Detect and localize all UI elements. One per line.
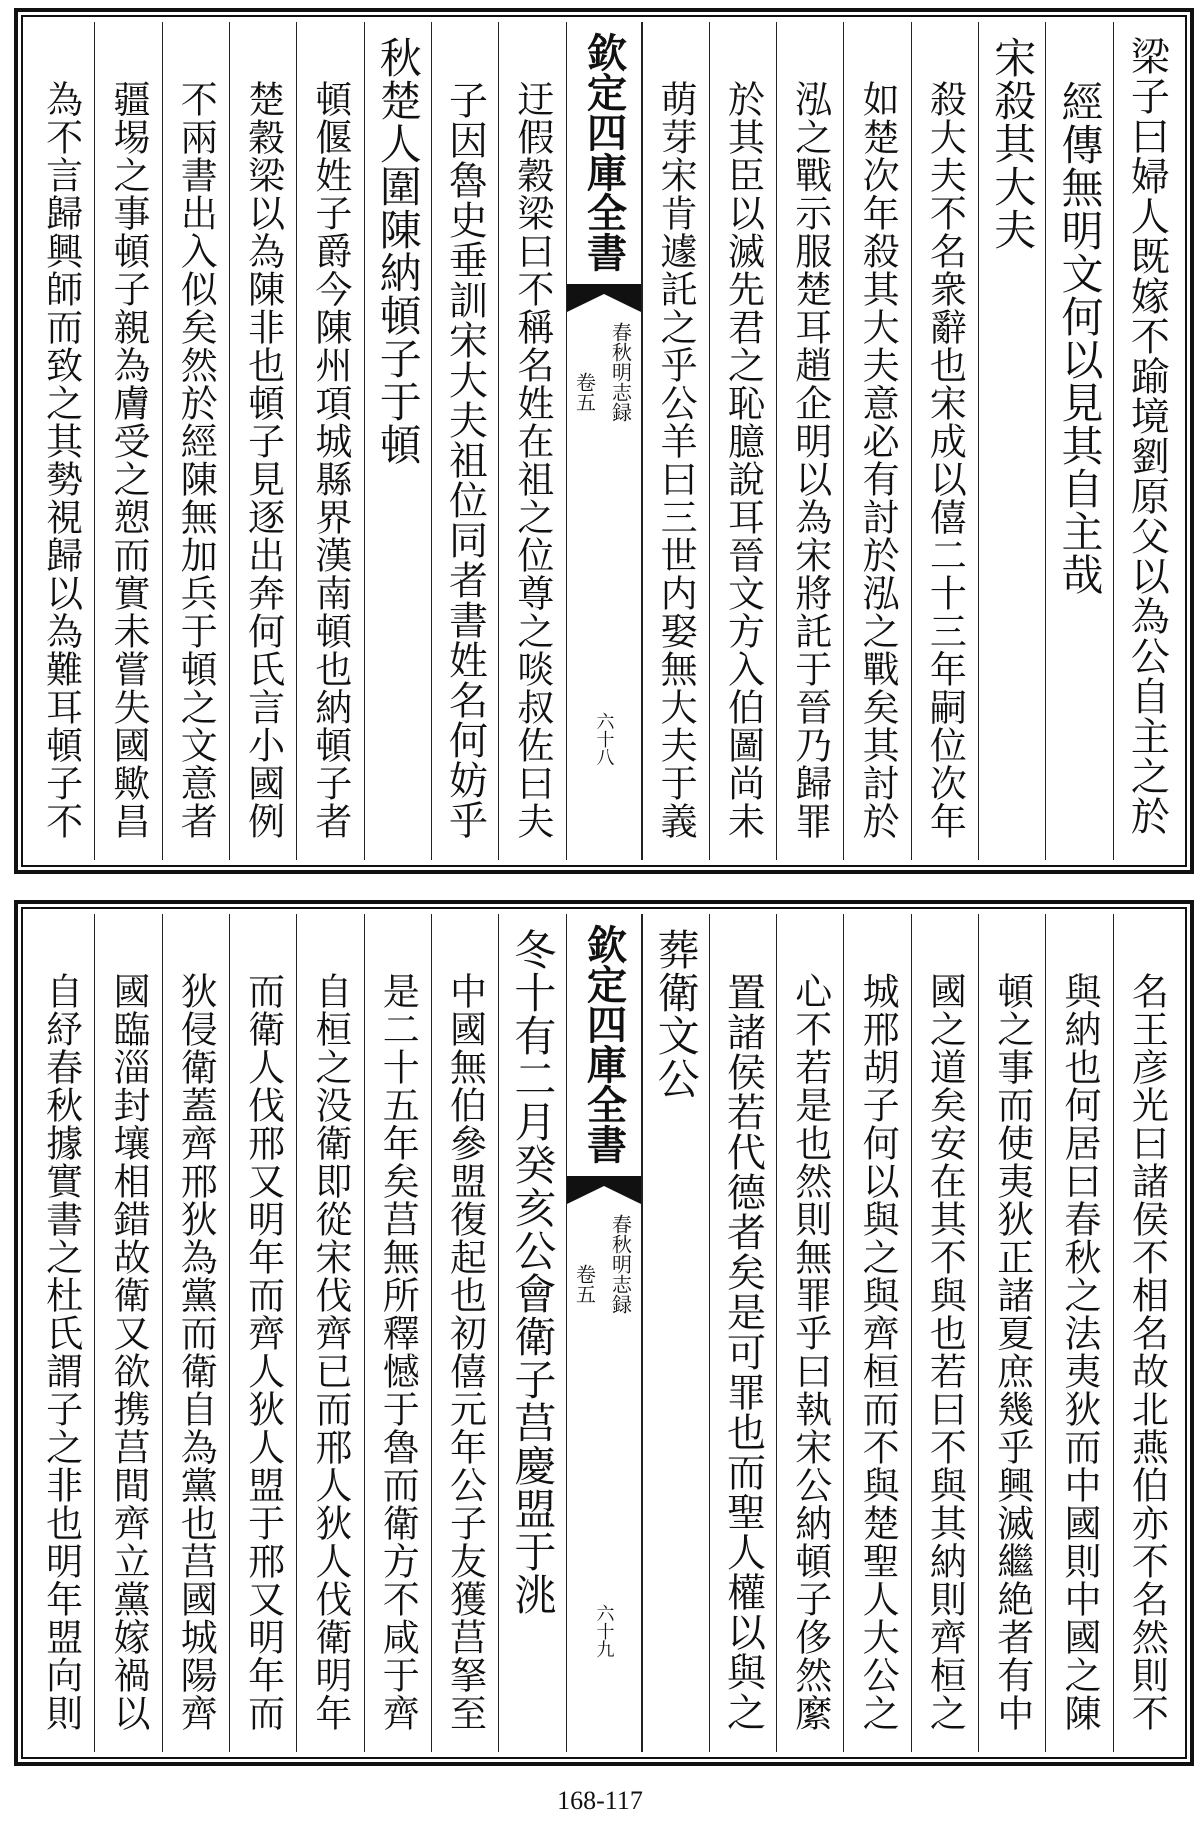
top-columns [28, 22, 1180, 860]
text-column: 是二十五年矣莒無所釋憾于魯而衛方不咸于齊 [364, 914, 431, 1752]
text-column: 名王彦光曰諸侯不相名故北燕伯亦不名然則不 [1113, 914, 1180, 1752]
leaf-number: 六十九 [593, 1604, 615, 1658]
center-gutter [566, 914, 642, 1752]
bottom-page-panel [14, 900, 1194, 1766]
text-column: 迂假穀梁曰不稱名姓在祖之位尊之啖叔佐曰夫 [498, 22, 565, 860]
fishtail-mark-icon [567, 284, 641, 312]
text-column: 冬十有二月癸亥公會衛子莒慶盟于洮 [498, 914, 565, 1752]
text-column: 心不若是也然則無罪乎曰執宋公納頓子侈然縻 [776, 914, 843, 1752]
text-column: 疆埸之事頓子親為膚受之愬而實未嘗失國歟昌 [94, 22, 161, 860]
text-column: 葬衛文公 [642, 914, 709, 1752]
juan-label: 卷五 [572, 372, 597, 412]
fishtail-mark-icon [567, 1176, 641, 1204]
text-column: 如楚次年殺其大夫意必有討於泓之戰矣其討於 [843, 22, 910, 860]
text-column: 頓偃姓子爵今陳州項城縣界漢南頓也納頓子者 [296, 22, 363, 860]
top-page-panel [14, 8, 1194, 874]
text-column: 為不言歸興師而致之其勢視歸以為難耳頓子不 [39, 80, 83, 840]
text-column: 萌芽宋肯遽託之乎公羊曰三世内娶無大夫于義 [642, 22, 709, 860]
text-column: 國之道矣安在其不與也若曰不與其納則齊桓之 [911, 914, 978, 1752]
text-column: 狄侵衛蓋齊邢狄為黨而衛自為黨也莒國城陽齊 [162, 914, 229, 1752]
text-column: 與納也何居曰春秋之法夷狄而中國則中國之陳 [1045, 914, 1112, 1752]
text-column: 頓之事而使夷狄正諸夏庶幾乎興滅繼絶者有中 [978, 914, 1045, 1752]
book-title: 春秋明志録 [608, 1214, 633, 1314]
text-column: 子因魯史垂訓宋大夫祖位同者書姓名何妨乎 [431, 22, 498, 860]
bottom-columns [28, 914, 1180, 1752]
page-number: 168-117 [557, 1786, 643, 1815]
text-column: 自紓春秋據實書之杜氏謂子之非也明年盟向則 [39, 972, 83, 1732]
book-title: 春秋明志録 [608, 322, 633, 422]
text-column: 殺大夫不名衆辭也宋成以僖二十三年嗣位次年 [911, 22, 978, 860]
text-column: 置諸侯若代德者矣是可罪也而聖人權以與之 [709, 914, 776, 1752]
text-column: 宋殺其大夫 [978, 22, 1045, 860]
text-column: 經傳無明文何以見其自主哉 [1045, 22, 1112, 860]
text-column: 梁子曰婦人既嫁不踰境劉原父以為公自主之於 [1113, 22, 1180, 860]
text-column: 不兩書出入似矣然於經陳無加兵于頓之文意者 [162, 22, 229, 860]
text-column: 楚穀梁以為陳非也頓子見逐出奔何氏言小國例 [229, 22, 296, 860]
text-column: 泓之戰示服楚耳趙企明以為宋將託于晉乃歸罪 [776, 22, 843, 860]
text-column: 而衛人伐邢又明年而齊人狄人盟于邢又明年而 [229, 914, 296, 1752]
text-column: 城邢胡子何以與之與齊桓而不與楚聖人大公之 [843, 914, 910, 1752]
text-column: 國臨淄封壤相錯故衛又欲携莒間齊立黨嫁禍以 [94, 914, 161, 1752]
text-column: 於其臣以滅先君之恥臆說耳晉文方入伯圖尚未 [709, 22, 776, 860]
juan-label: 卷五 [572, 1264, 597, 1304]
text-column: 秋楚人圍陳納頓子于頓 [364, 22, 431, 860]
series-title: 欽定四庫全書 [580, 32, 628, 272]
center-gutter [566, 22, 642, 860]
series-title: 欽定四庫全書 [580, 924, 628, 1164]
text-column: 中國無伯參盟復起也初僖元年公子友獲莒拏至 [431, 914, 498, 1752]
leaf-number: 六十八 [593, 712, 615, 766]
text-column: 自桓之没衛即從宋伐齊已而邢人狄人伐衛明年 [296, 914, 363, 1752]
